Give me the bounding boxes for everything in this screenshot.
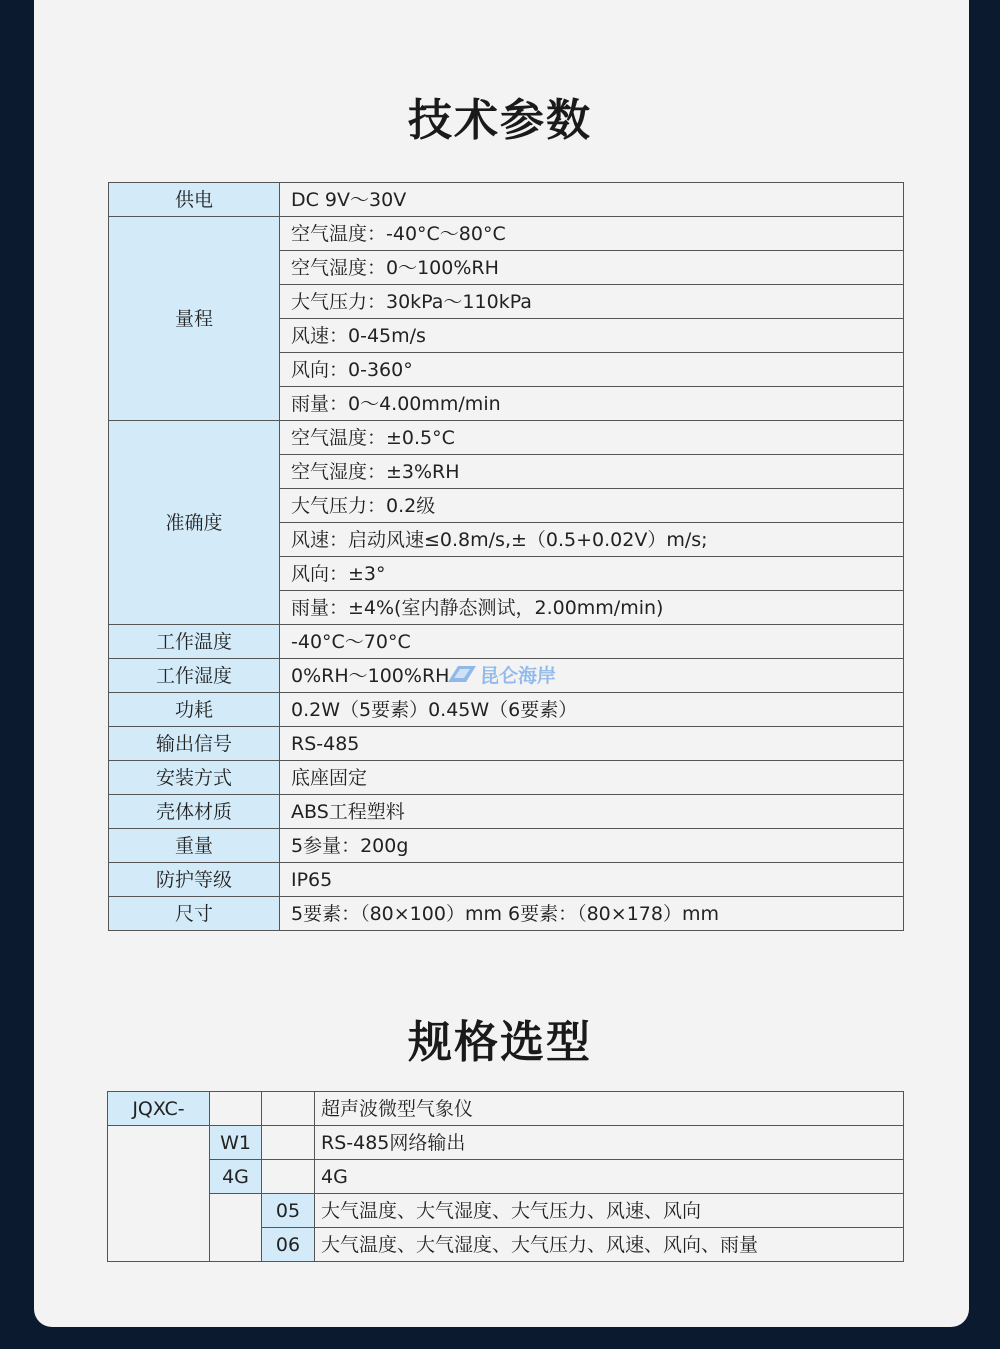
table-row — [109, 829, 904, 863]
spec-label: 工作温度 — [109, 625, 280, 659]
empty-cell — [262, 1092, 315, 1126]
table-row — [108, 1092, 904, 1126]
table-row — [109, 761, 904, 795]
spec-value: IP65 — [280, 863, 904, 897]
spec-value: 雨量：±4%(室内静态测试，2.00mm/min) — [280, 591, 904, 625]
model-desc: 4G — [315, 1160, 904, 1194]
spec-value: 空气湿度：0～100%RH — [280, 251, 904, 285]
spec-value: RS-485 — [280, 727, 904, 761]
spec-value: 风向：0-360° — [280, 353, 904, 387]
spec-value: 大气压力：0.2级 — [280, 489, 904, 523]
specs-title: 技术参数 — [408, 95, 592, 146]
table-row — [109, 727, 904, 761]
spec-label: 壳体材质 — [109, 795, 280, 829]
table-row — [109, 863, 904, 897]
spec-label: 输出信号 — [109, 727, 280, 761]
spec-value: 风向：±3° — [280, 557, 904, 591]
table-row — [109, 217, 904, 251]
table-row — [108, 1160, 904, 1194]
model-desc: 大气温度、大气湿度、大气压力、风速、风向 — [315, 1194, 904, 1228]
spec-value: ABS工程塑料 — [280, 795, 904, 829]
table-row — [108, 1194, 904, 1228]
spec-label: 量程 — [109, 217, 280, 421]
model-code: 4G — [210, 1160, 262, 1194]
spec-label: 功耗 — [109, 693, 280, 727]
table-row — [109, 795, 904, 829]
model-desc: RS-485网络输出 — [315, 1126, 904, 1160]
model-table — [107, 1091, 904, 1262]
watermark — [446, 662, 556, 686]
spec-value: DC 9V～30V — [280, 183, 904, 217]
model-code: W1 — [210, 1126, 262, 1160]
empty-cell — [210, 1092, 262, 1126]
spec-value: 风速：启动风速≤0.8m/s,±（0.5+0.02V）m/s; — [280, 523, 904, 557]
table-row — [109, 897, 904, 931]
table-row — [108, 1126, 904, 1160]
table-row — [109, 421, 904, 455]
model-code: 05 — [262, 1194, 315, 1228]
spec-value: 5参量：200g — [280, 829, 904, 863]
empty-cell — [262, 1160, 315, 1194]
spec-label: 供电 — [109, 183, 280, 217]
spec-value: 风速：0-45m/s — [280, 319, 904, 353]
brand-logo-icon — [446, 664, 478, 684]
spec-value: 大气压力：30kPa～110kPa — [280, 285, 904, 319]
spec-value: 空气温度：±0.5°C — [280, 421, 904, 455]
spec-value: 空气温度：-40°C～80°C — [280, 217, 904, 251]
spec-label: 准确度 — [109, 421, 280, 625]
spec-value: 0.2W（5要素）0.45W（6要素） — [280, 693, 904, 727]
specs-table — [108, 182, 904, 931]
spec-label: 安装方式 — [109, 761, 280, 795]
spec-value: 底座固定 — [280, 761, 904, 795]
watermark-text: 昆仑海岸 — [480, 664, 557, 687]
spec-label: 重量 — [109, 829, 280, 863]
model-desc: 超声波微型气象仪 — [315, 1092, 904, 1126]
model-desc: 大气温度、大气湿度、大气压力、风速、风向、雨量 — [315, 1228, 904, 1262]
spec-value: 5要素：（80×100）mm 6要素：（80×178）mm — [280, 897, 904, 931]
spec-value: -40°C～70°C — [280, 625, 904, 659]
empty-cell — [262, 1126, 315, 1160]
spec-value: 雨量：0～4.00mm/min — [280, 387, 904, 421]
table-row — [109, 625, 904, 659]
table-row — [109, 183, 904, 217]
spec-value: 0%RH～100%RH — [280, 659, 904, 693]
models-title: 规格选型 — [408, 1017, 592, 1068]
spec-label: 防护等级 — [109, 863, 280, 897]
empty-cell — [210, 1194, 262, 1262]
model-code: 06 — [262, 1228, 315, 1262]
empty-cell — [108, 1126, 210, 1262]
spec-value: 空气湿度：±3%RH — [280, 455, 904, 489]
table-row — [109, 693, 904, 727]
model-code: JQXC- — [108, 1092, 210, 1126]
spec-label: 尺寸 — [109, 897, 280, 931]
spec-label: 工作湿度 — [109, 659, 280, 693]
